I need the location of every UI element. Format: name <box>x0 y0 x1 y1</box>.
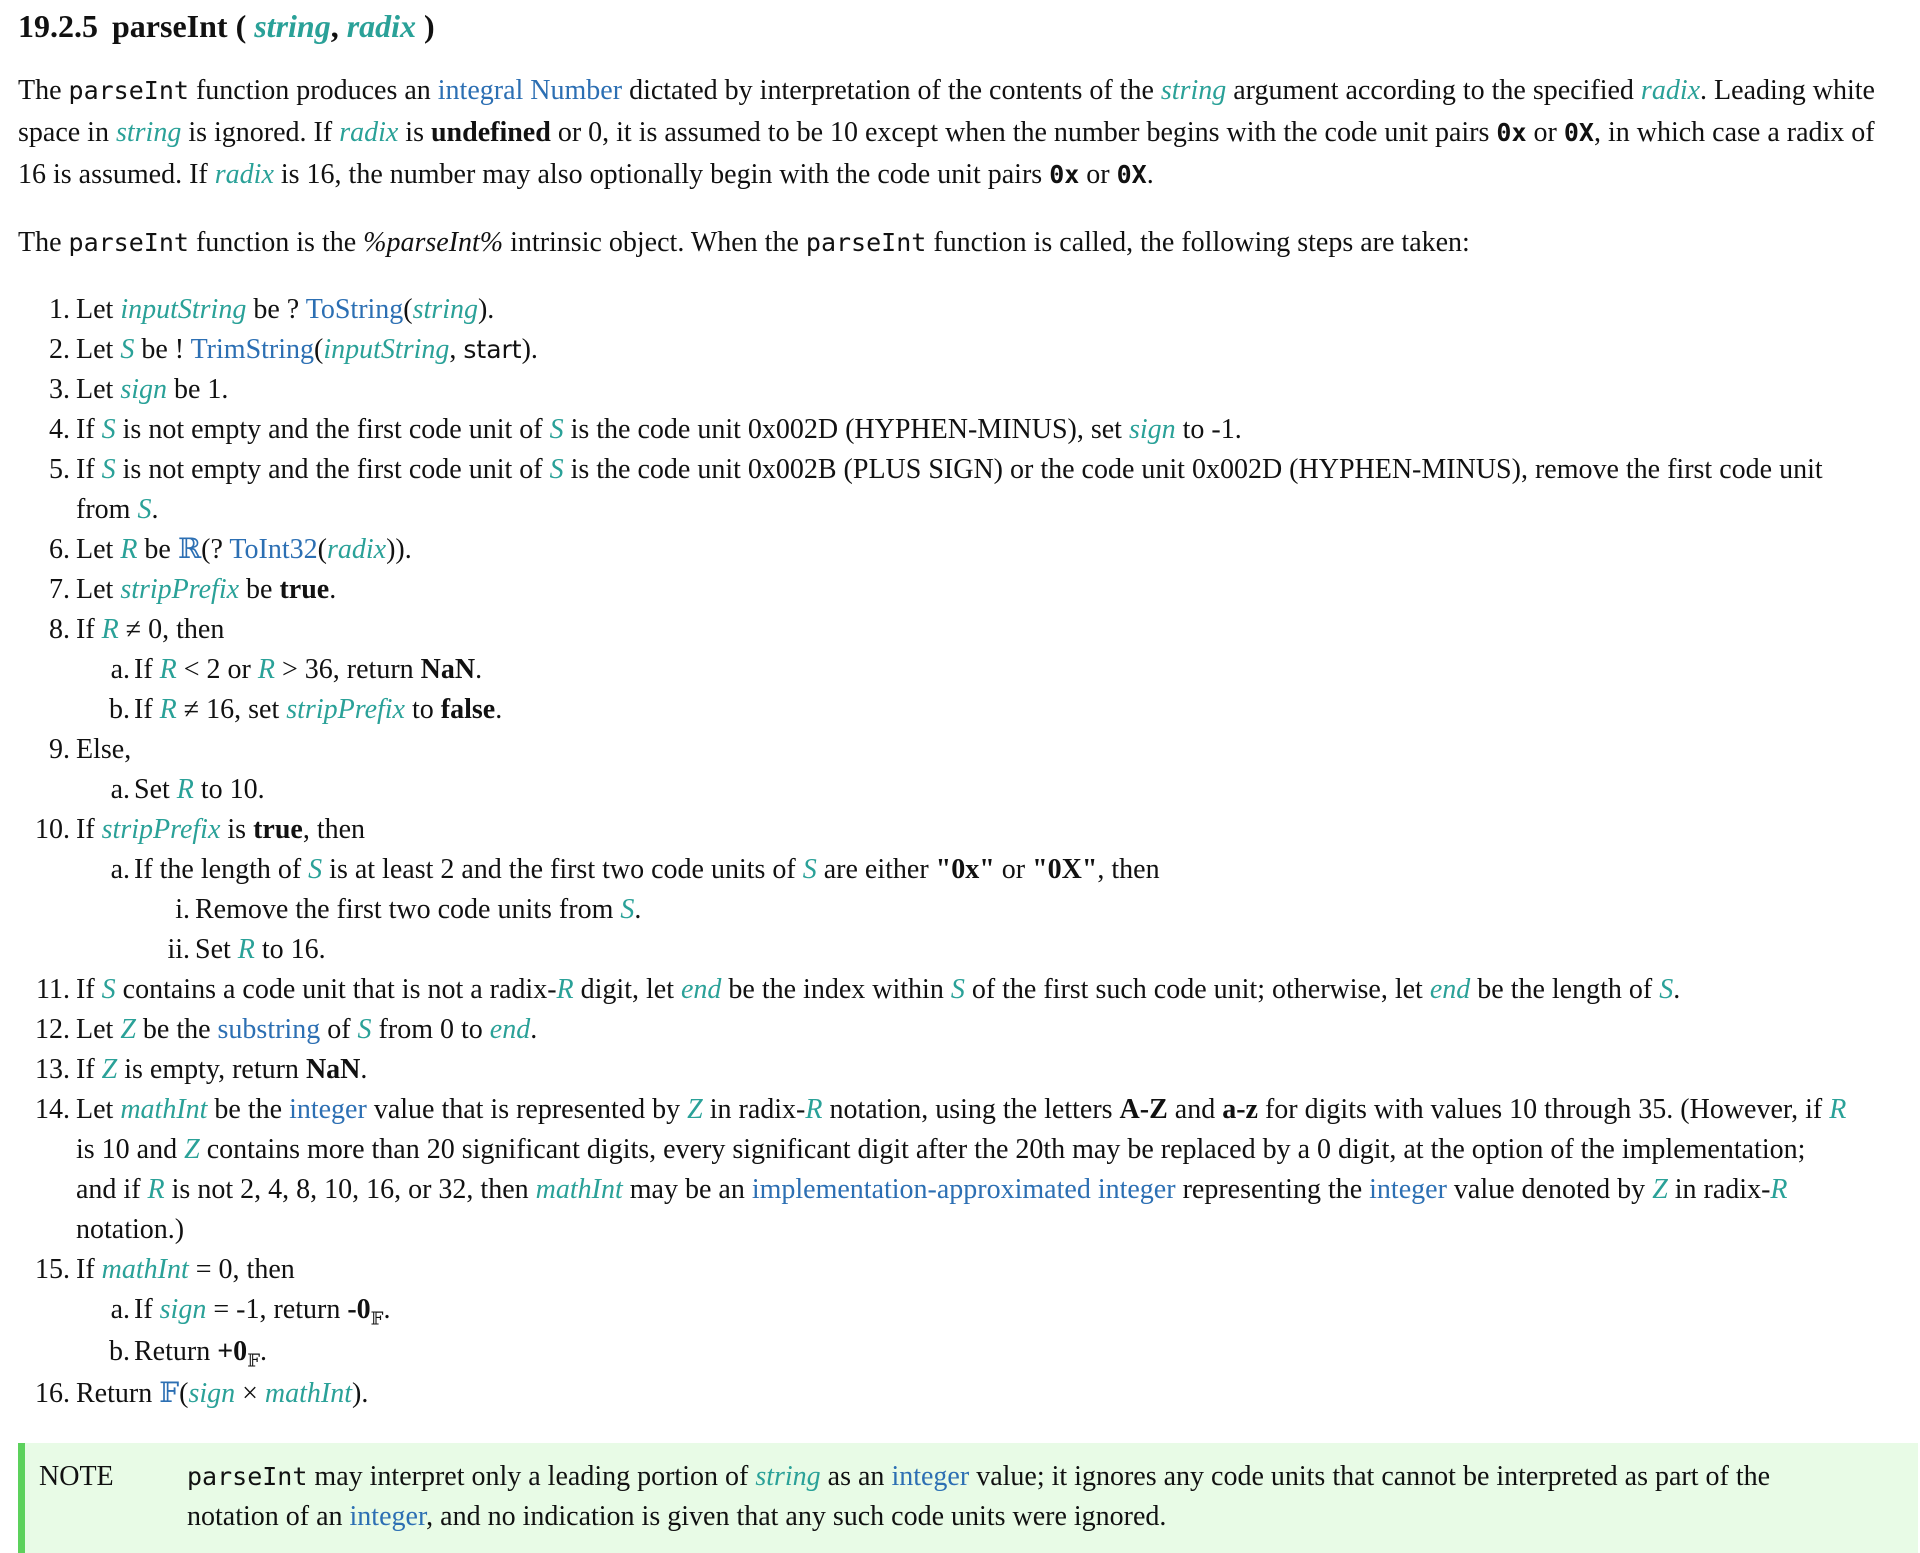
algorithm-step: Return 𝔽(sign × mathInt). <box>76 1378 369 1409</box>
substep-marker: a. <box>110 1294 130 1325</box>
algorithm-step-continued: is 10 and Z contains more than 20 significant digits, every significant digit after the 20th may be replaced by a 0 digit, at the option of the implementation; <box>76 1134 1806 1165</box>
link-integer[interactable]: integer <box>349 1501 427 1532</box>
algorithm-step: Let S be ! TrimString(inputString, start). <box>76 334 538 365</box>
section-number: 19.2.5 <box>18 8 98 44</box>
substep-marker: b. <box>109 1336 130 1367</box>
step-marker: 4. <box>49 414 70 445</box>
link-impl-approx-integer[interactable]: implementation-approximated integer <box>751 1174 1176 1205</box>
function-name: parseInt <box>112 8 228 44</box>
step-marker: 16. <box>35 1378 70 1409</box>
step-marker: 7. <box>49 574 70 605</box>
link-substring[interactable]: substring <box>217 1014 321 1045</box>
link-integer[interactable]: integer <box>289 1094 367 1125</box>
algorithm-step-continued: notation.) <box>76 1214 185 1245</box>
algorithm-step: Let sign be 1. <box>76 374 229 405</box>
description-paragraph: The parseInt function produces an integral Number dictated by interpretation of the contents of the string argument according to the specified radix. Leading white space in string is ignored. If radix is undefined or 0, it is assumed to be 10 except when the number begins with the code unit pairs 0x or 0X, in which case a radix of 16 is assumed. If radix is 16, the number may also optionally begin with the code unit pairs 0x or 0X. <box>18 75 1875 190</box>
step-marker: 13. <box>35 1054 70 1085</box>
algorithm-step-continued: from S. <box>76 494 159 525</box>
intrinsic-paragraph: The parseInt function is the %parseInt% intrinsic object. When the parseInt function is called, the following steps are taken: <box>18 227 1470 258</box>
note-box <box>18 1443 1918 1553</box>
substep-marker: a. <box>110 854 130 885</box>
algorithm-step: If S is not empty and the first code unit of S is the code unit 0x002B (PLUS SIGN) or the code unit 0x002D (HYPHEN-MINUS), remove the first code unit <box>76 454 1823 485</box>
step-marker: 15. <box>35 1254 70 1285</box>
link-integral-number[interactable]: integral Number <box>437 75 623 106</box>
algorithm-step-continued: and if R is not 2, 4, 8, 10, 16, or 32, then mathInt may be an implementation-approximated integer representing the integer value denoted by Z in radix-R <box>76 1174 1788 1205</box>
step-marker: 8. <box>49 614 70 645</box>
algorithm-substep: Remove the first two code units from S. <box>195 894 642 925</box>
substep-marker: a. <box>110 654 130 685</box>
algorithm-step: Let stripPrefix be true. <box>76 574 337 605</box>
step-marker: 10. <box>35 814 70 845</box>
algorithm-step: If mathInt = 0, then <box>76 1254 295 1285</box>
step-marker: 2. <box>49 334 70 365</box>
link-float[interactable]: 𝔽 <box>159 1378 180 1409</box>
algorithm-substep: If sign = -1, return $-0_𝔽$. <box>134 1294 391 1329</box>
link-tostring[interactable]: ToString <box>305 294 404 325</box>
algorithm-substep: Return $+0_𝔽$. <box>134 1336 267 1371</box>
algorithm-substep: If R ≠ 16, set stripPrefix to false. <box>134 694 503 725</box>
algorithm-step: Let Z be the substring of S from 0 to end. <box>76 1014 538 1045</box>
step-marker: 1. <box>49 294 70 325</box>
algorithm-step: Let inputString be ? ToString(string). <box>76 294 495 325</box>
algorithm-substep: If the length of S is at least 2 and the first two code units of S are either "0x" or "0X", then <box>134 854 1160 885</box>
step-marker: 6. <box>49 534 70 565</box>
step-marker: 3. <box>49 374 70 405</box>
substep-marker: b. <box>109 694 130 725</box>
algorithm-step: Else, <box>76 734 132 765</box>
note-text: parseInt may interpret only a leading portion of string as an integer value; it ignores any code units that cannot be interpreted as part of the notation of an integer, and no indication is given that any such code units were ignored. <box>187 1461 1771 1532</box>
link-integer[interactable]: integer <box>891 1461 970 1492</box>
algorithm-step: If R ≠ 0, then <box>76 614 225 645</box>
param-string[interactable]: string <box>254 8 331 44</box>
param-radix[interactable]: radix <box>346 8 417 44</box>
substep-marker: ii. <box>167 934 190 965</box>
algorithm-step: If stripPrefix is true, then <box>76 814 366 845</box>
algorithm-step: Let R be ℝ(? ToInt32(radix)). <box>76 534 412 565</box>
link-integer[interactable]: integer <box>1369 1174 1447 1205</box>
substep-marker: i. <box>175 894 190 925</box>
link-real[interactable]: ℝ <box>177 534 202 565</box>
link-trimstring[interactable]: TrimString <box>190 334 315 365</box>
step-marker: 9. <box>49 734 70 765</box>
substep-marker: a. <box>110 774 130 805</box>
step-marker: 5. <box>49 454 70 485</box>
step-marker: 14. <box>35 1094 70 1125</box>
algorithm-step: If S is not empty and the first code unit of S is the code unit 0x002D (HYPHEN-MINUS), set sign to -1. <box>76 414 1242 445</box>
link-toint32[interactable]: ToInt32 <box>229 534 318 565</box>
note-label: NOTE <box>39 1461 114 1492</box>
step-marker: 12. <box>35 1014 70 1045</box>
algorithm-substep: Set R to 10. <box>134 774 265 805</box>
algorithm-step: If S contains a code unit that is not a radix-R digit, let end be the index within S of the first such code unit; otherwise, let end be the length of S. <box>76 974 1681 1005</box>
algorithm-substep: Set R to 16. <box>195 934 326 965</box>
algorithm-step: If Z is empty, return NaN. <box>76 1054 368 1085</box>
step-marker: 11. <box>36 974 70 1005</box>
algorithm-step: Let mathInt be the integer value that is represented by Z in radix-R notation, using the letters A-Z and a-z for digits with values 10 through 35. (However, if R <box>76 1094 1847 1125</box>
algorithm-substep: If R < 2 or R > 36, return NaN. <box>134 654 483 685</box>
section-heading: 19.2.5 parseInt ( string, radix ) <box>18 8 435 44</box>
